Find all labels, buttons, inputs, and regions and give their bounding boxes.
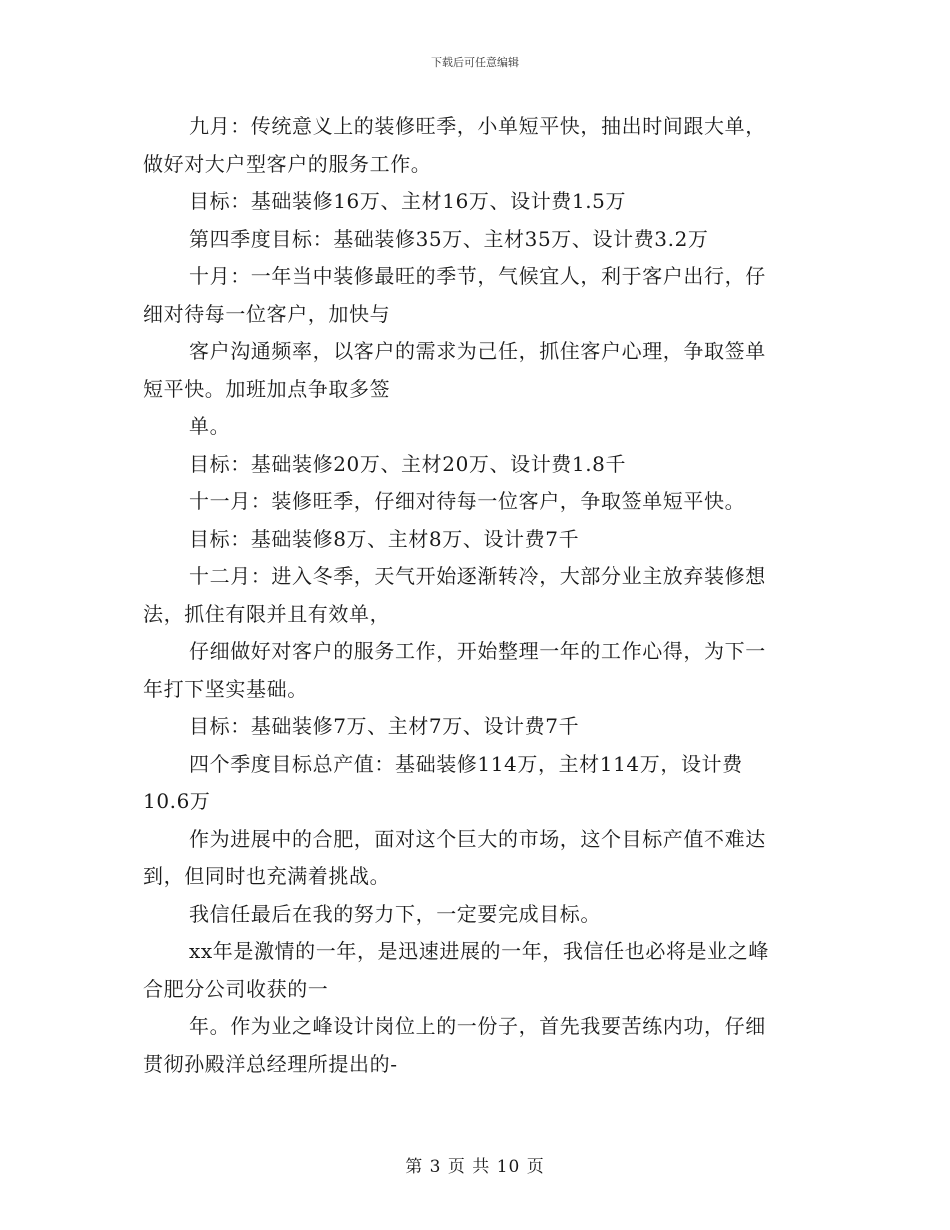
text-line: xx年是激情的一年，是迅速进展的一年，我信任也必将是业之峰 <box>189 939 769 963</box>
text-line: 第四季度目标：基础装修35万、主材35万、设计费3.2万 <box>189 226 709 251</box>
text-line: 10.6万 <box>143 789 211 813</box>
text-line: 目标：基础装修20万、主材20万、设计费1.8千 <box>189 451 627 476</box>
page-footer: 第 3 页 共 10 页 <box>405 1157 545 1177</box>
text-line: 十二月：进入冬季，天气开始逐渐转冷，大部分业主放弃装修想 <box>189 564 766 588</box>
text-line: 客户沟通频率，以客户的需求为己任，抓住客户心理，争取签单 <box>189 339 766 363</box>
text-line: 目标：基础装修16万、主材16万、设计费1.5万 <box>189 189 627 213</box>
text-line: 到，但同时也充满着挑战。 <box>143 864 391 888</box>
text-line: 作为进展中的合肥，面对这个巨大的市场，这个目标产值不难达 <box>189 826 766 851</box>
text-line: 单。 <box>189 414 231 438</box>
text-line: 我信任最后在我的努力下，一定要完成目标。 <box>189 901 601 926</box>
text-line: 十月：一年当中装修最旺的季节，气候宜人，利于客户出行，仔 <box>189 264 766 288</box>
text-line: 目标：基础装修7万、主材7万、设计费7千 <box>189 714 580 738</box>
text-line: 四个季度目标总产值：基础装修114万，主材114万，设计费 <box>189 751 743 776</box>
text-line: 十一月：装修旺季，仔细对待每一位客户，争取签单短平快。 <box>189 489 746 513</box>
text-line: 细对待每一位客户，加快与 <box>143 301 391 326</box>
text-line: 目标：基础装修8万、主材8万、设计费7千 <box>189 526 580 551</box>
text-line: 做好对大户型客户的服务工作。 <box>143 151 432 176</box>
text-line: 年。作为业之峰设计岗位上的一份子，首先我要苦练内功，仔细 <box>189 1014 766 1038</box>
text-line: 贯彻孙殿洋总经理所提出的- <box>143 1051 398 1076</box>
text-line: 短平快。加班加点争取多签 <box>143 376 391 401</box>
text-line: 九月：传统意义上的装修旺季，小单短平快，抽出时间跟大单， <box>189 114 766 138</box>
text-line: 年打下坚实基础。 <box>143 676 308 701</box>
document-body <box>143 108 807 1083</box>
text-line: 法，抓住有限并且有效单， <box>143 601 391 626</box>
text-line: 合肥分公司收获的一 <box>143 976 329 1001</box>
text-line: 仔细做好对客户的服务工作，开始整理一年的工作心得，为下一 <box>189 639 766 663</box>
page-header: 下载后可任意编辑 <box>431 56 519 69</box>
